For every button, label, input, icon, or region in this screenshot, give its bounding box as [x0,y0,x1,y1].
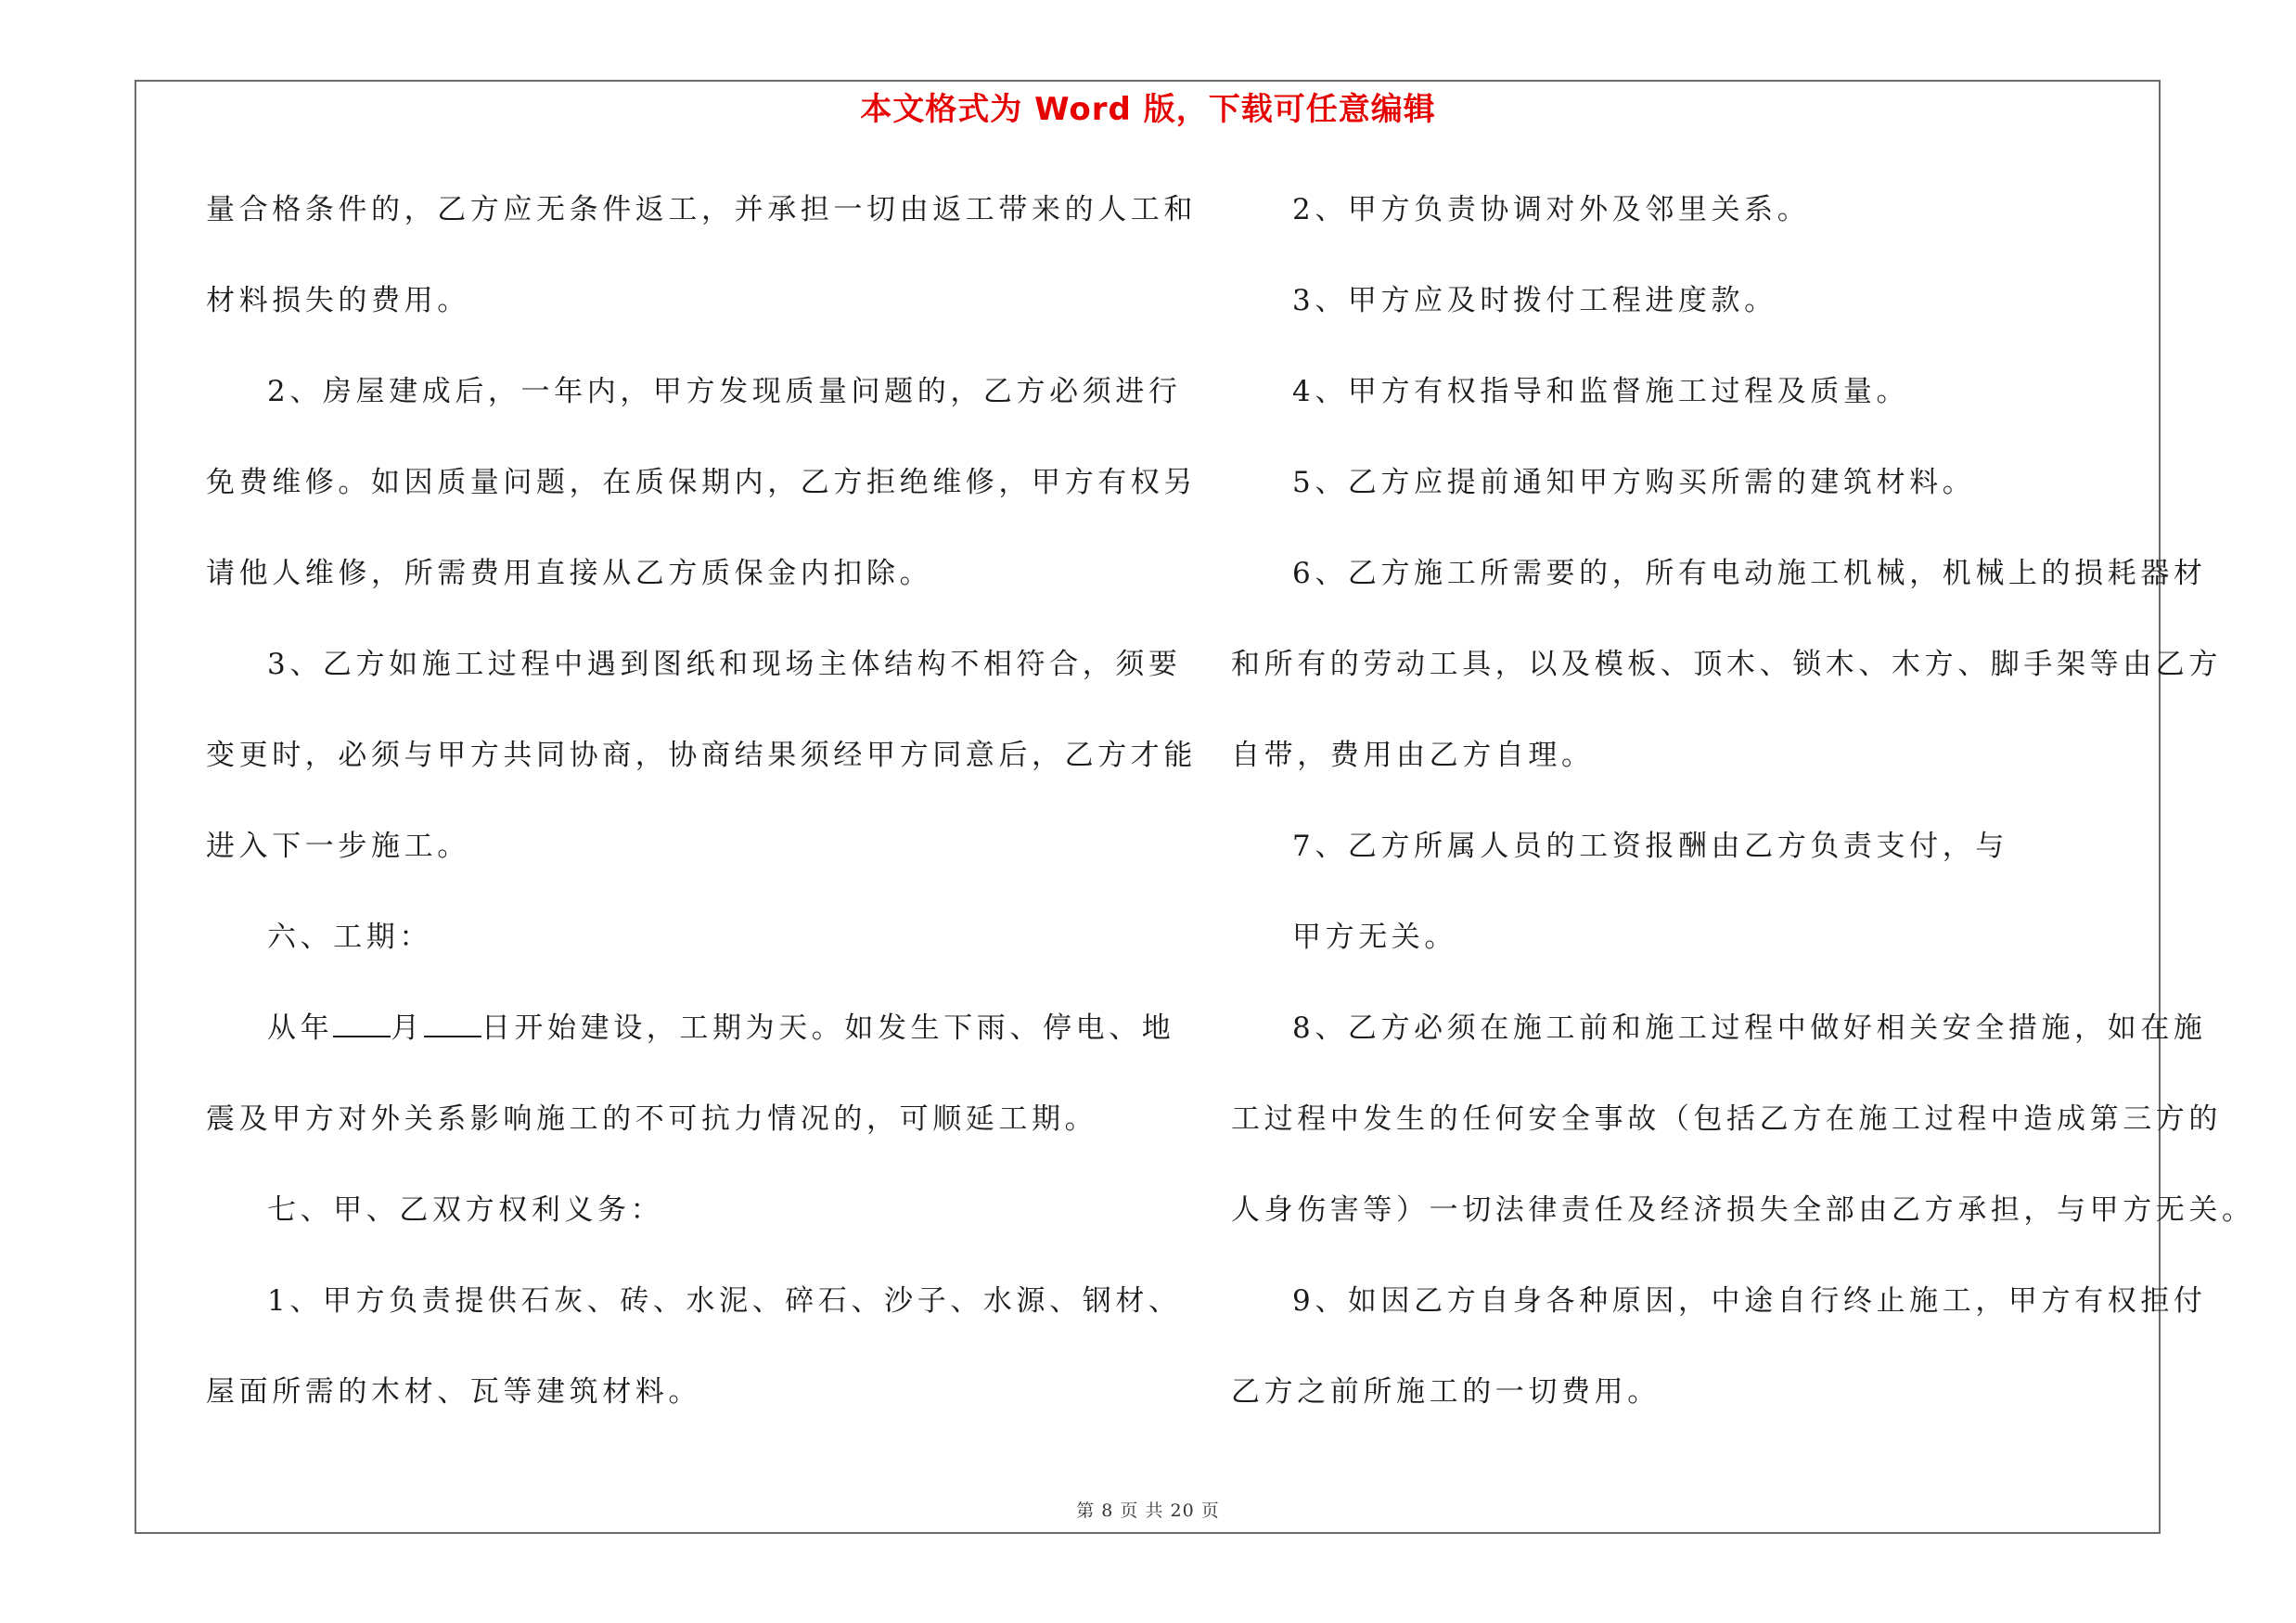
text-line: 进入下一步施工。 [206,830,470,863]
text-line: 七、甲、乙双方权利义务： [267,1193,664,1227]
text-line: 量合格条件的，乙方应无条件返工，并承担一切由返工带来的人工和 [206,193,1197,226]
text-line: 4、甲方有权指导和监督施工过程及质量。 [1292,375,1910,408]
left-column [206,182,1197,1455]
year-blank [333,1008,391,1037]
text-line: 请他人维修，所需费用直接从乙方质保金内扣除。 [206,557,933,590]
text-line: 甲方无关。 [1292,921,1457,954]
text-line: 3、甲方应及时拨付工程进度款。 [1292,284,1777,317]
text-line: 5、乙方应提前通知甲方购买所需的建筑材料。 [1292,466,1976,499]
text-line: 六、工期： [267,921,432,954]
text-line: 自带，费用由乙方自理。 [1231,739,1595,772]
schedule-month: 月 [391,1011,424,1045]
left-tail-lines [206,1091,1182,1455]
right-column [1231,182,2255,1455]
left-lines [206,182,1197,1000]
schedule-suffix: 日开始建设，工期为天。如发生下雨、停电、地 [481,1011,1175,1045]
text-line: 屋面所需的木材、瓦等建筑材料。 [206,1375,701,1409]
format-banner: 本文格式为 Word 版，下载可任意编辑 [860,91,1436,128]
text-line: 工过程中发生的任何安全事故（包括乙方在施工过程中造成第三方的 [1231,1102,2222,1136]
text-line: 9、如因乙方自身各种原因，中途自行终止施工，甲方有权拒付 [1292,1284,2207,1318]
text-line: 1、甲方负责提供石灰、砖、水泥、碎石、沙子、水源、钢材、 [267,1284,1182,1318]
month-blank [424,1008,481,1037]
schedule-prefix: 从年 [267,1011,334,1045]
text-line: 6、乙方施工所需要的，所有电动施工机械，机械上的损耗器材 [1292,557,2207,590]
text-line: 2、房屋建成后，一年内，甲方发现质量问题的，乙方必须进行 [267,375,1182,408]
text-line: 震及甲方对外关系影响施工的不可抗力情况的，可顺延工期。 [206,1102,1098,1136]
text-line: 和所有的劳动工具，以及模板、顶木、锁木、木方、脚手架等由乙方 [1231,648,2222,681]
page-number: 第 8 页 共 20 页 [1076,1501,1220,1521]
text-line: 8、乙方必须在施工前和施工过程中做好相关安全措施，如在施 [1292,1011,2207,1045]
text-line: 7、乙方所属人员的工资报酬由乙方负责支付，与 [1292,830,2008,863]
right-lines [1231,182,2255,1455]
text-line: 免费维修。如因质量问题，在质保期内，乙方拒绝维修，甲方有权另 [206,466,1197,499]
schedule-line [206,1000,1175,1091]
text-line: 乙方之前所施工的一切费用。 [1231,1375,1661,1409]
text-line: 材料损失的费用。 [206,284,470,317]
text-line: 2、甲方负责协调对外及邻里关系。 [1292,193,1811,226]
text-line: 变更时，必须与甲方共同协商，协商结果须经甲方同意后，乙方才能 [206,739,1197,772]
text-line: 3、乙方如施工过程中遇到图纸和现场主体结构不相符合，须要 [267,648,1182,681]
text-line: 人身伤害等）一切法律责任及经济损失全部由乙方承担，与甲方无关。 [1231,1193,2255,1227]
